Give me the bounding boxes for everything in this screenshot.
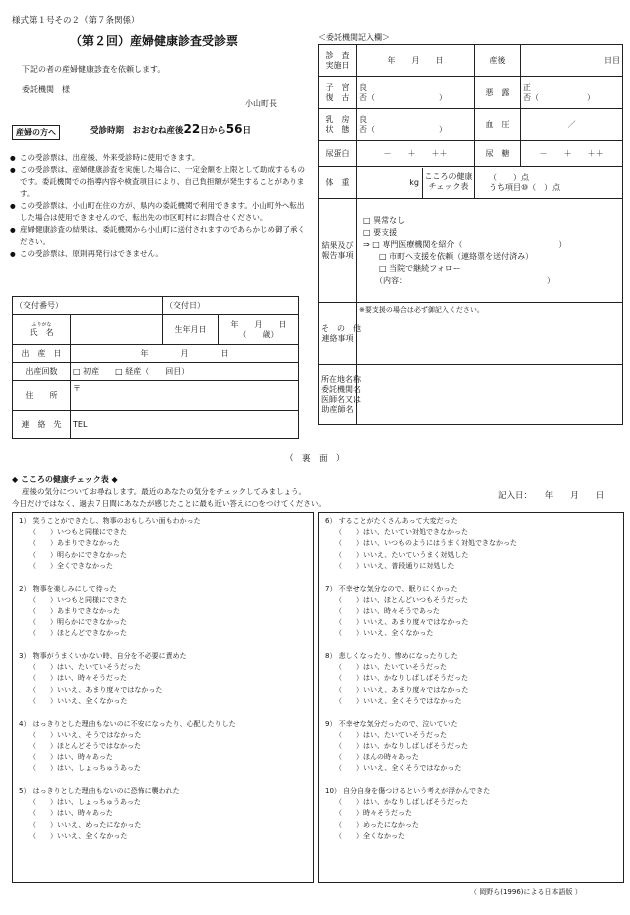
delivery-date-label: 出 産 日 xyxy=(13,345,71,363)
question-group xyxy=(325,786,623,842)
question-text: 1） 笑うことができたし、物事のおもしろい面もわかった xyxy=(19,517,201,525)
page-title: （第２回）産婦健康診査受診票 xyxy=(70,34,239,48)
mayor-label: 小山町長 xyxy=(245,99,277,108)
question-group xyxy=(19,584,313,640)
issue-date-cell[interactable]: （交付日） xyxy=(163,297,299,315)
location-field[interactable] xyxy=(357,365,623,425)
result-line: □ 当院で継続フォロー xyxy=(363,263,461,273)
answer-option[interactable]: （ ）はい、ほとんどいつもそうだった xyxy=(335,595,468,604)
questions-left-box xyxy=(12,512,314,883)
answer-option[interactable]: （ ）いいえ、めったになかった xyxy=(29,820,142,829)
answer-option[interactable]: （ ）いいえ、あまり度々ではなかった xyxy=(335,685,469,694)
question-text: 8） 悲しくなったり、惨めになったりした xyxy=(325,652,458,661)
question-group xyxy=(19,651,313,707)
mental-check-label: こころの健康 チェック表 xyxy=(424,171,473,191)
weight-field[interactable]: kg xyxy=(357,168,423,198)
bp-field[interactable]: ／ xyxy=(521,109,623,141)
result-line: □ 市町へ支援を依頼（連絡票を送付済み） xyxy=(363,251,534,261)
period-day-to: 56 xyxy=(225,122,243,136)
birth-label: 生年月日 xyxy=(163,315,219,345)
period-mid: 日から xyxy=(200,126,226,136)
form-number: 様式第１号その２（第７条関係） xyxy=(12,16,140,26)
period-prefix: 受診時期 おおむね産後 xyxy=(90,126,184,136)
answer-option[interactable]: （ ）はい、しょっちゅうあった xyxy=(29,764,141,773)
birth-value: 年 月 日 xyxy=(230,319,287,329)
period-suffix: 日 xyxy=(242,126,251,136)
note-item: ● 産婦健康診査の結果は、委託機関から小山町に送付されますのであらかじめ御了承ください。 xyxy=(10,224,308,248)
uterus-field[interactable]: 良 否（ ） xyxy=(357,77,475,109)
question-text: 6） することがたくさんあって大変だった xyxy=(325,517,458,525)
answer-option[interactable]: （ ）はい、しょっちゅうあった xyxy=(29,798,141,807)
other-note: ※要支援の場合は必ず御記入ください。 xyxy=(359,306,484,314)
contact-field[interactable]: TEL xyxy=(71,411,299,439)
answer-option[interactable]: （ ）はい、たいていそうだった xyxy=(29,663,141,672)
bp-label: 血 圧 xyxy=(475,109,521,141)
answer-option[interactable]: （ ）いいえ、そうではなかった xyxy=(29,730,142,739)
period-day-from: 22 xyxy=(183,122,201,136)
answer-option[interactable]: （ ）いいえ、あまり度々ではなかった xyxy=(335,618,469,627)
answer-option[interactable]: （ ）はい、たいてい対処できなかった xyxy=(335,528,468,537)
entry-date[interactable]: 記入日： 年 月 日 xyxy=(498,491,605,501)
question-group xyxy=(19,786,313,842)
other-field[interactable] xyxy=(357,303,623,365)
answer-option[interactable]: （ ）はい、かなりしばしばそうだった xyxy=(335,741,468,750)
weight-label: 体 重 xyxy=(319,167,357,199)
question-group xyxy=(325,584,623,640)
period-text xyxy=(90,122,251,136)
question-text: 5） はっきりとした理由もないのに恐怖に襲われた xyxy=(19,787,180,796)
breast-label: 乳 房 状 態 xyxy=(319,109,357,141)
institution-table xyxy=(318,44,623,425)
notes-list xyxy=(10,152,308,260)
answer-option[interactable]: （ ）はい、いつものようにはうまく対処できなかった xyxy=(335,539,517,548)
name-text: 氏 名 xyxy=(29,327,54,337)
issue-number-cell[interactable]: （交付番号） xyxy=(13,297,163,315)
question-text: 9） 不幸せな気分だったので、泣いていた xyxy=(325,719,458,728)
lochia-field[interactable]: 正 否（ ） xyxy=(521,77,623,109)
answer-option[interactable]: （ ）ほんの時々あった xyxy=(335,753,419,762)
lochia-label: 悪 露 xyxy=(475,77,521,109)
note-item: ● この受診票は、出産後、外来受診時に使用できます。 xyxy=(10,152,308,164)
question-group xyxy=(325,719,623,775)
contact-label: 連 絡 先 xyxy=(13,411,71,439)
answer-option[interactable]: （ ）はい、たいていそうだった xyxy=(335,663,447,672)
result-line: □ 要支援 xyxy=(363,227,398,237)
answer-option[interactable]: （ ）いいえ、全くなかった xyxy=(335,629,434,638)
answer-option[interactable]: （ ）ほとんどそうではなかった xyxy=(29,741,141,750)
note-item: ● この受診票は、産婦健康診査を実施した場合に、一定金額を上限として助成するものです。委託機関での指導内容や検査項目により、自己負担額が発生することがあります。 xyxy=(10,164,308,200)
address-field[interactable]: 〒 xyxy=(71,381,299,411)
result-line: （内容： ） xyxy=(363,275,555,285)
question-text: 3） 物事がうまくいかない時、自分を不必要に責めた xyxy=(19,652,187,661)
answer-option[interactable]: （ ）めったになかった xyxy=(335,820,419,829)
weight-mental-cell xyxy=(357,167,475,199)
request-text: 下記の者の産婦健康診査を依頼します。 xyxy=(22,65,166,74)
exam-date-field[interactable]: 年 月 日 xyxy=(357,45,475,77)
age-value: （ 歳） xyxy=(238,329,279,339)
answer-option[interactable]: （ ）あまりできなかった xyxy=(29,606,120,615)
person-table xyxy=(12,296,299,439)
urine-protein-label: 尿蛋白 xyxy=(319,141,357,167)
back-heading: （ 裏 面 ） xyxy=(285,454,345,464)
answer-option[interactable]: （ ）いいえ、あまり度々ではなかった xyxy=(29,685,163,694)
postpartum-label: 産後 xyxy=(475,45,521,77)
location-label: 所在地名称 委託機関名 医師名又は 助産師名 xyxy=(319,365,357,425)
institution-heading: ＜委託機関記入欄＞ xyxy=(318,33,390,42)
source-note: （ 岡野ら(1996)による日本語版 ） xyxy=(470,888,582,896)
question-group xyxy=(19,516,313,572)
answer-option[interactable]: （ ）明らかにできなかった xyxy=(29,618,127,627)
answer-option[interactable]: （ ）いつもと同様にできた xyxy=(29,528,127,537)
other-label: そ の 他 連絡事項 xyxy=(319,303,357,365)
answer-option[interactable]: （ ）はい、かなりしばしばそうだった xyxy=(335,798,468,807)
period-label: 産婦の方へ xyxy=(12,125,60,140)
address-label: 住 所 xyxy=(13,381,71,411)
answer-option[interactable]: （ ）明らかにできなかった xyxy=(29,550,127,559)
name-label xyxy=(13,315,71,345)
answer-option[interactable]: （ ）いいえ、普段通りに対処した xyxy=(335,561,455,570)
note-item: ● この受診票は、小山町在住の方が、県内の委託機関で利用できます。小山町外へ転出した場合は使用できませんので、転出先の市区町村にお問合せください。 xyxy=(10,200,308,224)
urine-sugar-field[interactable]: － ＋ ＋＋ xyxy=(521,141,623,167)
check-title: ◆ こころの健康チェック表 ◆ xyxy=(12,475,118,484)
breast-field[interactable]: 良 否（ ） xyxy=(357,109,475,141)
answer-option[interactable]: （ ）はい、時々あった xyxy=(29,809,113,818)
delivery-date-field[interactable]: 年 月 日 xyxy=(71,345,299,363)
answer-option[interactable]: （ ）はい、時々あった xyxy=(29,753,113,762)
postpartum-field[interactable]: 日目 xyxy=(521,45,623,77)
exam-date-label: 診 査 実施日 xyxy=(319,45,357,77)
result-line: □ 異常なし xyxy=(363,215,406,225)
answer-option[interactable]: （ ）いいえ、全くそうではなかった xyxy=(335,764,462,773)
question-text: 7） 不幸せな気分なので、眠りにくかった xyxy=(325,584,458,593)
result-label: 結果及び 報告事項 xyxy=(319,199,357,303)
institution-label: 委託機関 様 xyxy=(22,85,70,94)
delivery-count-field[interactable]: □ 初産 □ 経産（ 回目） xyxy=(71,363,299,381)
check-intro-2: 今日だけではなく、過去７日間にあなたが感じたことに最も近い答えに○をつけてください。 xyxy=(12,499,326,508)
question-group xyxy=(19,719,313,775)
answer-option[interactable]: （ ）いいえ、たいていうまく対処した xyxy=(335,550,469,559)
answer-option[interactable]: （ ）全くできなかった xyxy=(29,561,113,570)
answer-option[interactable]: （ ）全くなかった xyxy=(335,831,405,840)
question-text: 2） 物事を楽しみにして待った xyxy=(19,584,117,593)
answer-option[interactable]: （ ）いいえ、全くそうではなかった xyxy=(335,696,462,705)
question-group xyxy=(325,651,623,707)
check-intro-1: 産後の気分についてお尋ねします。最近のあなたの気分をチェックしてみましょう。 xyxy=(22,487,307,496)
answer-option[interactable]: （ ）いいえ、全くなかった xyxy=(29,831,128,840)
result-field[interactable] xyxy=(357,199,623,303)
name-field[interactable] xyxy=(71,315,163,345)
answer-option[interactable]: （ ）はい、時々そうであった xyxy=(335,606,440,615)
answer-option[interactable]: （ ）はい、かなりしばしばそうだった xyxy=(335,674,468,683)
answer-option[interactable]: （ ）ほとんどできなかった xyxy=(29,629,127,638)
urine-sugar-label: 尿 糖 xyxy=(475,141,521,167)
question-text: 4） はっきりとした理由もないのに不安になったり、心配したりした xyxy=(19,719,236,728)
note-item: ● この受診票は、原則再発行はできません。 xyxy=(10,248,308,260)
question-text: 10） 自分自身を傷つけるという考えが浮かんできた xyxy=(325,787,491,796)
urine-protein-field[interactable]: － ＋ ＋＋ xyxy=(357,141,475,167)
mental-check-score[interactable]: （ ）点 うち項目⑩（ ）点 xyxy=(475,167,623,199)
answer-option[interactable]: （ ）はい、たいていそうだった xyxy=(335,730,447,739)
answer-option[interactable]: （ ）はい、時々そうだった xyxy=(29,674,127,683)
answer-option[interactable]: （ ）時々そうだった xyxy=(335,809,412,818)
birth-field[interactable] xyxy=(219,315,299,345)
question-group xyxy=(325,516,623,572)
delivery-count-label: 出産回数 xyxy=(13,363,71,381)
uterus-label: 子 宮 復 古 xyxy=(319,77,357,109)
answer-option[interactable]: （ ）いいえ、全くなかった xyxy=(29,696,128,705)
answer-option[interactable]: （ ）あまりできなかった xyxy=(29,539,120,548)
furigana-label: ふりがな xyxy=(31,321,52,328)
questions-right-box xyxy=(318,512,624,883)
answer-option[interactable]: （ ）いつもと同様にできた xyxy=(29,595,127,604)
result-line: ⇒ □ 専門医療機関を紹介（ ） xyxy=(363,239,567,249)
